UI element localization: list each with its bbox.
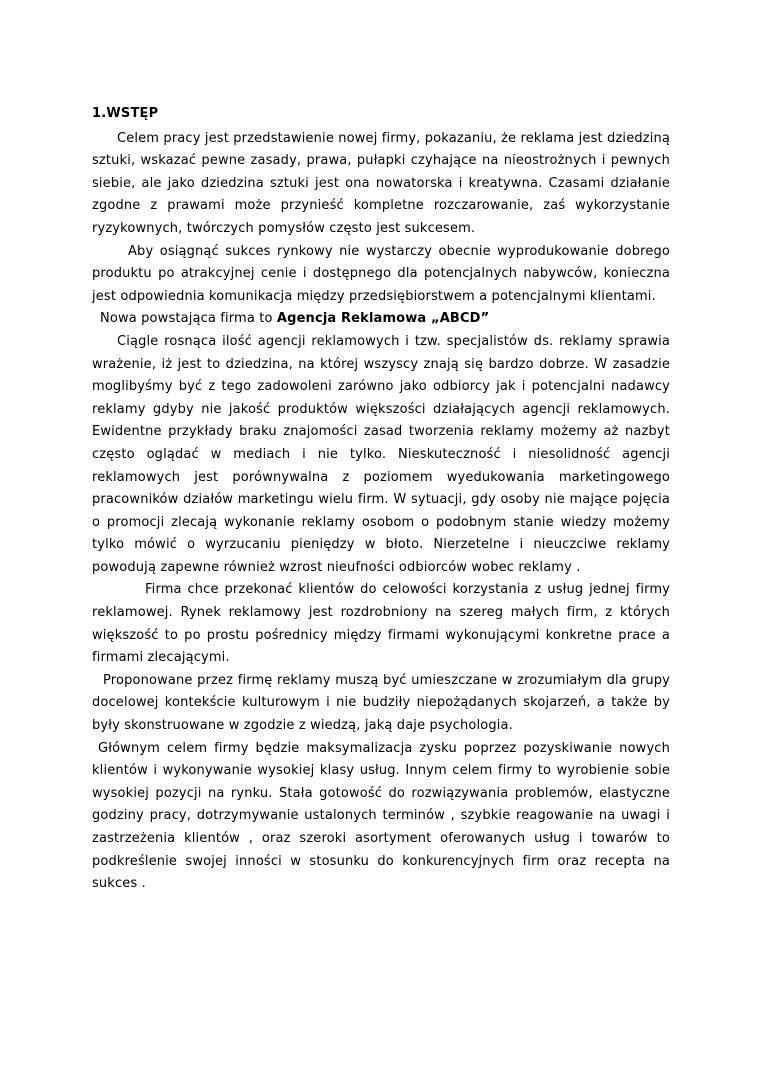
paragraph-agencies: Ciągle rosnąca ilość agencji reklamowych i tzw. specjalistów ds. reklamy sprawia wrażenie, iż jest to dziedzina, na której wszyscy znają się bardzo dobrze. W zasadzie moglibyśmy być z tego zadowoleni zarówno jako odbiorcy jak i potencjalni nadawcy reklamy gdyby nie jakość produktów większości działających agencji reklamowych. Ewidentne przykłady braku znajomości zasad tworzenia reklamy możemy aż nazbyt często oglądać w mediach i nie tylko. Nieskuteczność i niesolidność agencji reklamowych jest porównywalna z poziomem wyedukowania marketingowego pracowników działów marketingu wielu firm. W sytuacji, gdy osoby nie mające pojęcia o promocji zlecają wykonanie reklamy osobom o podobnym stanie wiedzy możemy tylko mówić o wyrzucaniu pieniędzy w błoto. Nierzetelne i nieuczciwe reklamy powodują zapewne również wzrost nieufności odbiorców wobec reklamy .	[92, 333, 670, 575]
paragraph-market-success: Aby osiągnąć sukces rynkowy nie wystarczy obecnie wyprodukowanie dobrego produktu po atrakcyjnej cenie i dostępnego dla potencjalnych nabywców, konieczna jest odpowiednia komunikacja między przedsiębiorstwem a potencjalnymi klientami.	[92, 243, 670, 304]
company-name: Agencja Reklamowa „ABCD”	[276, 311, 490, 327]
section-heading: 1.WSTĘP	[92, 106, 159, 121]
paragraph-firm-goal: Firma chce przekonać klientów do celowości korzystania z usług jednej firmy reklamowej. Rynek reklamowy jest rozdrobniony na szereg małych firm, z których większość to po prostu pośrednicy między firmami wykonującymi konkretne prace a firmami zlecającymi.	[92, 582, 670, 666]
paragraph-company-name	[92, 308, 670, 331]
company-intro-text: Nowa powstająca firma to	[100, 311, 277, 327]
document-page	[92, 103, 670, 896]
paragraph-main-goal: Głównym celem firmy będzie maksymalizacja zysku poprzez pozyskiwanie nowych klientów i wykonywanie wysokiej klasy usług. Innym celem firmy to wyrobienie sobie wysokiej pozycji na rynku. Stała gotowość do rozwiązywania problemów, elastyczne godziny pracy, dotrzymywanie ustalonych terminów , szybkie reagowanie na uwagi i zastrzeżenia klientów , oraz szeroki asortyment oferowanych usług i towarów to podkreślenie swojej inności w stosunku do konkurencyjnych firm oraz recepta na sukces .	[92, 740, 670, 892]
paragraph-proposed-ads: Proponowane przez firmę reklamy muszą być umieszczane w zrozumiałym dla grupy docelowej kontekście kulturowym i nie budziły niepożądanych skojarzeń, a także by były skonstruowane w zgodzie z wiedzą, jaką daje psychologia.	[92, 672, 670, 734]
paragraph-intro-goal: Celem pracy jest przedstawienie nowej firmy, pokazaniu, że reklama jest dziedziną sztuki, wskazać pewne zasady, prawa, pułapki czyhające na nieostrożnych i pewnych siebie, ale jako dziedzina sztuki jest ona nowatorska i kreatywna. Czasami działanie zgodne z prawami może przynieść kompletne rozczarowanie, zaś wykorzystanie ryzykownych, twórczych pomysłów często jest sukcesem.	[92, 130, 670, 236]
